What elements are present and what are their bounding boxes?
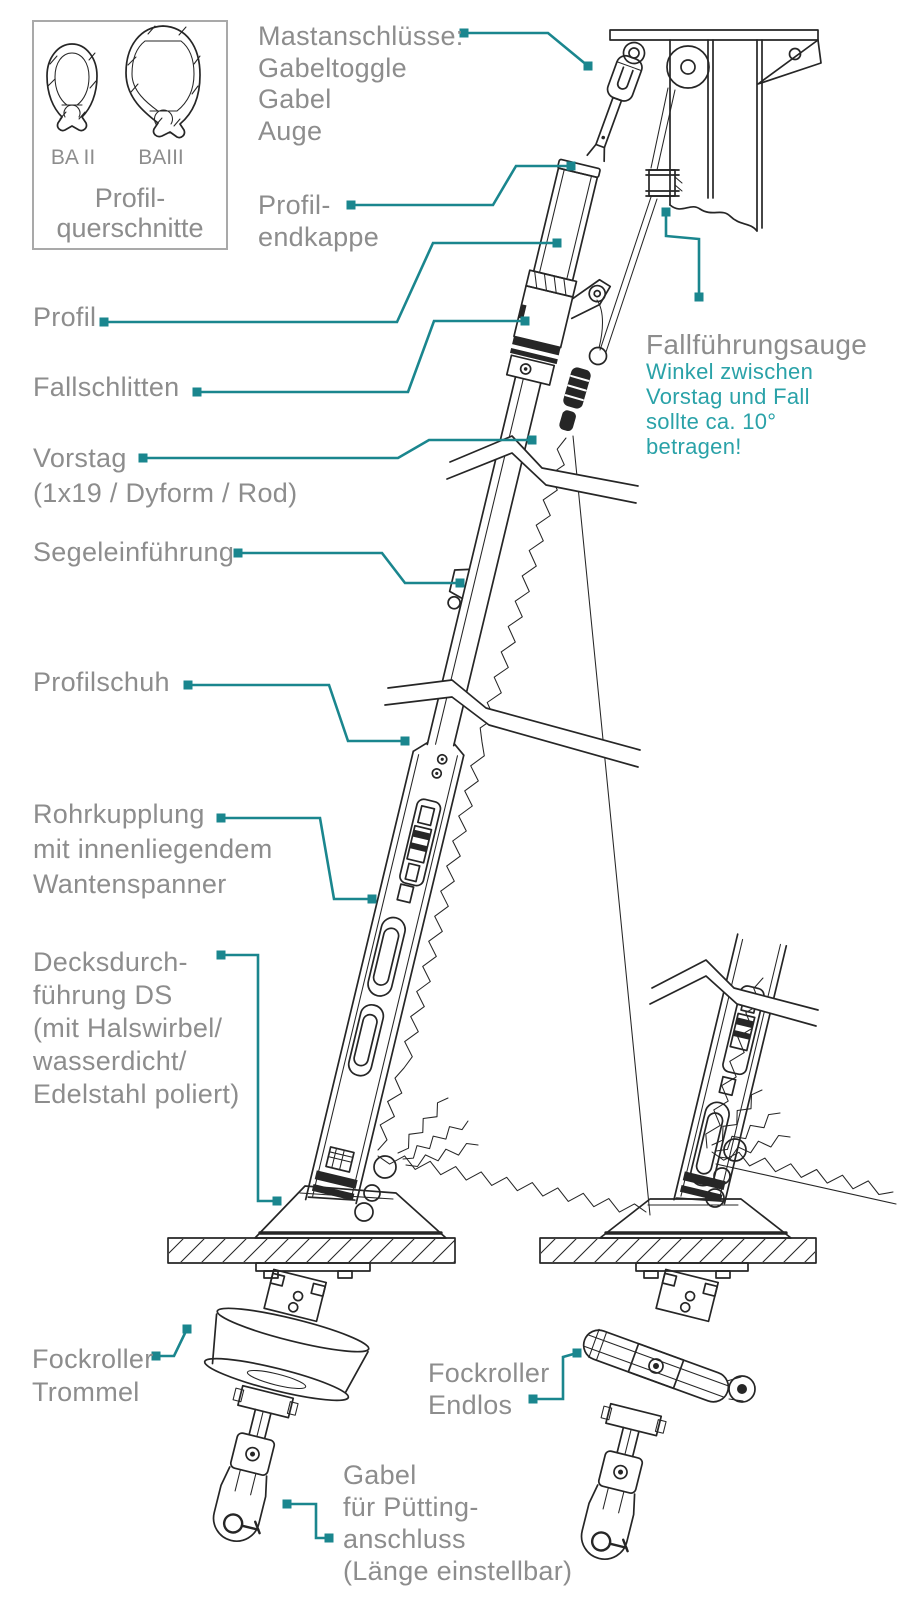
label-vorstag: Vorstag (1x19 / Dyform / Rod): [33, 443, 298, 508]
label-gabel-puetting: Gabel für Pütting- anschluss (Länge einstellbar): [343, 1460, 573, 1586]
profile-ba2-label: BA II: [50, 146, 96, 169]
sail-zigzag-edge: [398, 1098, 448, 1153]
deck-hatch-line: [181, 1239, 204, 1262]
halyard-slider-drawing: [505, 263, 611, 393]
deck-hatch-line: [574, 1239, 597, 1262]
label-decksdurchfuehrung: Decksdurch- führung DS (mit Halswirbel/ wasserdicht/ Edelstahl poliert): [33, 947, 240, 1109]
pin-symbol-icon: [222, 1513, 262, 1539]
sail-zigzag-edge: [378, 1156, 646, 1212]
deck-hatch-line: [511, 1239, 534, 1262]
deck-hatch-line: [763, 1239, 786, 1262]
leader-mastanschluesse: [460, 29, 593, 71]
masthead-toggle-drawing: [583, 39, 649, 163]
deck-hatch-line: [265, 1239, 288, 1262]
deck-hatch-line: [202, 1239, 225, 1262]
deck-hatch-line: [742, 1239, 765, 1262]
label-mastanschluesse: Mastanschlüsse: Gabeltoggle Gabel Auge: [258, 21, 464, 146]
sail-leech-line: [573, 436, 650, 1215]
deck-hatch-line: [328, 1239, 351, 1262]
deck-collar-right-drawing: [600, 1199, 791, 1238]
leader-fallschlitten: [193, 317, 530, 397]
label-fallschlitten: Fallschlitten: [33, 372, 180, 402]
inset-caption-line2: querschnitte: [56, 213, 204, 243]
label-fockroller-endlos: Fockroller Endlos: [428, 1358, 550, 1420]
deck-hatch-line: [532, 1239, 555, 1262]
note-halyard-angle: Winkel zwischen Vorstag und Fall sollte ca. 10° betragen!: [646, 359, 814, 459]
sail-zigzag-edge: [712, 1152, 893, 1195]
break-marks: [385, 436, 818, 1026]
endless-wheel-drawing: [579, 1326, 732, 1406]
lower-unit-left-drawing: [306, 735, 466, 1211]
leader-fallfuehrungsauge: [662, 208, 704, 302]
deck-hatch-line: [307, 1239, 330, 1262]
deck-hatch-line: [139, 1239, 162, 1262]
deck-hatch-line: [700, 1239, 723, 1262]
deck-hatch-line: [223, 1239, 246, 1262]
deck-hatch-line: [637, 1239, 660, 1262]
halyard-guide-eye-drawing: [646, 170, 682, 196]
deck-hatch-line: [658, 1239, 681, 1262]
leader-segeleinfuehrung: [234, 549, 465, 588]
deck-hatch-line: [412, 1239, 435, 1262]
deck-hatch-line: [721, 1239, 744, 1262]
halyard-swivel-drawing: [555, 300, 606, 433]
leader-lines: [100, 29, 704, 1543]
deck-hatch-line: [553, 1239, 576, 1262]
label-rohrkupplung: Rohrkupplung mit innenliegendem Wantenspanner: [33, 799, 273, 899]
pin-symbol-icon: [590, 1531, 630, 1557]
deck-hatch-line: [679, 1239, 702, 1262]
deck-right-drawing: [511, 1238, 828, 1263]
sail-zigzag-edge: [378, 438, 566, 1150]
foil-end-cap: [557, 159, 600, 178]
deck-hatch-line: [454, 1239, 477, 1262]
drum-drawing: [202, 1300, 371, 1410]
label-profilschuh: Profilschuh: [33, 667, 170, 697]
leader-gabel-puetting: [283, 1500, 334, 1543]
deck-hatch-line: [349, 1239, 372, 1262]
label-mastanschluesse-title: Mastanschlüsse:: [258, 21, 464, 51]
deck-hatch-line: [370, 1239, 393, 1262]
label-segeleinfuehrung: Segeleinführung: [33, 537, 235, 567]
inset-caption-line1: Profil-: [94, 183, 166, 213]
sail-zigzag-edge: [403, 1121, 468, 1159]
halyard-sheave: [667, 46, 709, 88]
leader-fockroller-trommel: [152, 1325, 192, 1361]
deck-hatch-line: [286, 1239, 309, 1262]
deck-hatch-line: [391, 1239, 414, 1262]
leader-profilschuh: [184, 681, 410, 746]
label-fockroller-trommel: Fockroller Trommel: [32, 1344, 154, 1407]
label-fallfuehrungsauge: Fallführungsauge: [646, 329, 868, 360]
label-profil: Profil: [33, 302, 97, 332]
deck-hatch-line: [160, 1239, 183, 1262]
fork-left-drawing: [200, 1384, 299, 1548]
fork-right-drawing: [568, 1402, 667, 1566]
below-deck-right-drawing: [568, 1263, 755, 1566]
profile-ba3-label: BAIII: [138, 146, 184, 169]
deck-left-drawing: [139, 1238, 477, 1263]
deck-hatch-line: [433, 1239, 456, 1262]
deck-hatch-line: [616, 1239, 639, 1262]
deck-hatch-line: [784, 1239, 807, 1262]
label-profilendkappe: Profil- endkappe: [258, 190, 380, 252]
leader-profilendkappe: [347, 162, 576, 210]
deck-hatch-line: [595, 1239, 618, 1262]
deck-hatch-line: [244, 1239, 267, 1262]
sail-feeder-drawing: [446, 566, 469, 610]
